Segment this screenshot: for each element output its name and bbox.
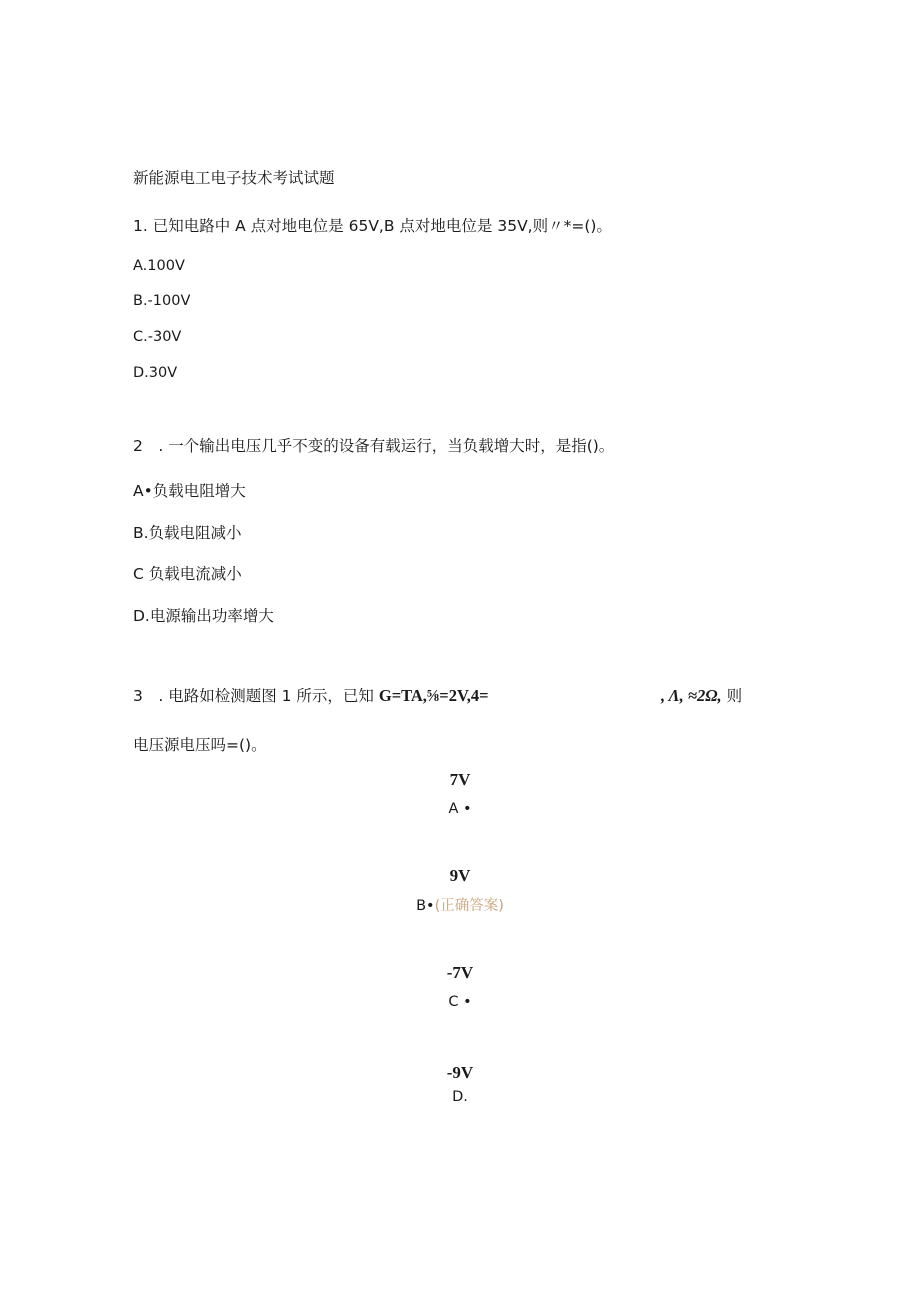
question-3-stem-prefix: 3 . 电路如检测题图 1 所示，已知 bbox=[133, 687, 379, 705]
question-3-option-a-value: 7V bbox=[449, 770, 471, 789]
question-2-stem: 2 . 一个输出电压几乎不变的设备有载运行，当负载增大时，是指()。 bbox=[133, 437, 615, 455]
question-3-option-b-label: B•(正确答案) bbox=[416, 898, 504, 914]
question-1-stem: 1. 已知电路中 A 点对地电位是 65V,B 点对地电位是 35V,则〃*=()。 bbox=[133, 217, 612, 235]
question-3-stem-line-2: 电压源电压吗=()。 bbox=[133, 736, 267, 754]
question-2-option-b: B.负载电阻减小 bbox=[133, 524, 242, 542]
question-2-option-d: D.电源输出功率增大 bbox=[133, 607, 274, 625]
question-3-option-b-value: 9V bbox=[449, 866, 471, 885]
question-3-stem-suffix: 则 bbox=[721, 687, 743, 705]
question-3-option-d-value: -9V bbox=[446, 1063, 474, 1082]
question-2-option-c: C 负载电流减小 bbox=[133, 565, 242, 583]
question-3-option-a-label: A • bbox=[448, 801, 472, 817]
question-3-stem bbox=[133, 684, 489, 706]
question-1-option-a: A.100V bbox=[133, 258, 185, 274]
question-1-option-d: D.30V bbox=[133, 365, 178, 381]
correct-answer-note: (正确答案) bbox=[434, 898, 504, 914]
question-1-option-c: C.-30V bbox=[133, 329, 182, 345]
question-3-option-c-value: -7V bbox=[446, 963, 474, 982]
question-3-formula-2: , Λ, ≈2Ω, 则 bbox=[661, 686, 743, 705]
question-2-option-a: A•负载电阻增大 bbox=[133, 482, 246, 500]
question-3-formula: G=TA,⅝=2V,4= bbox=[378, 686, 489, 705]
question-1-option-b: B.-100V bbox=[133, 293, 191, 309]
question-3-option-c-label: C • bbox=[448, 994, 472, 1010]
question-3-option-d-label: D. bbox=[452, 1089, 468, 1105]
document-title: 新能源电工电子技术考试试题 bbox=[133, 169, 335, 187]
